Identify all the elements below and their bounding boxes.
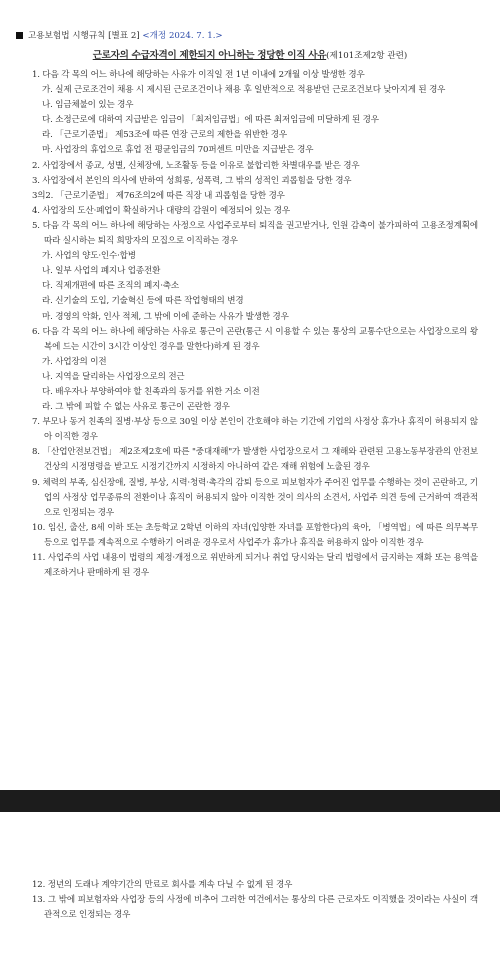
list-subitem: 라. 신기술의 도입, 기술혁신 등에 따른 작업형태의 변경	[42, 296, 244, 307]
list-subitem: 라. 「근로기준법」 제53조에 따른 연장 근로의 제한을 위반한 경우	[42, 130, 288, 141]
list-item: 7. 부모나 동거 친족의 질병·부상 등으로 30일 이상 본인이 간호해야 하는 기간에 기업의 사정상 휴가나 휴직이 허용되지 않아 이직한 경우	[32, 417, 478, 443]
list-item: 12. 정년의 도래나 계약기간의 만료로 회사를 계속 다닐 수 없게 된 경우	[32, 880, 293, 890]
list-item: 9. 체력의 부족, 심신장애, 질병, 부상, 시력·청력·촉각의 감퇴 등으로 피보험자가 주어진 업무를 수행하는 것이 곤란하고, 기업의 사정상 업무종류의 전환이나 휴직이 허용되지 않아 이직한 것이 의사의 소견서, 사업주 의견 등에 근거하여 객관적으로 인정되는 경우	[32, 477, 478, 518]
list-item: 13. 그 밖에 피보험자와 사업장 등의 사정에 비추어 그러한 여건에서는 통상의 다른 근로자도 이직했을 것이라는 사실이 객관적으로 인정되는 경우	[32, 895, 478, 921]
list-subitem: 가. 사업장의 이전	[42, 356, 107, 367]
page-separator	[0, 790, 500, 812]
revision-date: <개정 2024. 7. 1.>	[142, 31, 223, 41]
reason-list-continued	[32, 878, 478, 923]
list-item: 4. 사업장의 도산·폐업이 확실하거나 대량의 감원이 예정되어 있는 경우	[32, 205, 290, 216]
list-item: 11. 사업주의 사업 내용이 법령의 제정·개정으로 위반하게 되거나 취업 당시와는 달리 법령에서 금지하는 재화 또는 용역을 제조하거나 판매하게 된 경우	[32, 553, 478, 579]
list-subitem: 다. 소정근로에 대하여 지급받은 임금이 「최저임금법」에 따른 최저임금에 미달하게 된 경우	[42, 115, 379, 126]
list-subitem: 나. 지역을 달리하는 사업장으로의 전근	[42, 371, 185, 382]
list-subitem: 마. 사업장의 휴업으로 휴업 전 평균임금의 70퍼센트 미만을 지급받은 경우	[42, 145, 314, 156]
law-reference: 고용보험법 시행규칙 [별표 2]	[28, 31, 140, 41]
list-subitem: 다. 배우자나 부양하여야 할 친족과의 동거를 위한 거소 이전	[42, 386, 260, 397]
title-reference: (제101조제2항 관련)	[326, 51, 408, 61]
list-subitem: 다. 직제개편에 따른 조직의 폐지·축소	[42, 281, 179, 292]
title-main: 근로자의 수급자격이 제한되지 아니하는 정당한 이직 사유	[92, 50, 327, 61]
list-item: 8. 「산업안전보건법」 제2조제2호에 따른 "중대재해"가 발생한 사업장으로서 그 재해와 관련된 고용노동부장관의 안전보건상의 시정명령을 받고도 시정기간까지 시정하지 아니하여 같은 재해 위험에 노출된 경우	[32, 447, 478, 473]
document-header	[16, 30, 223, 42]
page-title	[0, 49, 500, 63]
list-subitem: 마. 경영의 악화, 인사 적체, 그 밖에 이에 준하는 사유가 발생한 경우	[42, 311, 289, 322]
list-item: 3. 사업장에서 본인의 의사에 반하여 성희롱, 성폭력, 그 밖의 성적인 괴롭힘을 당한 경우	[32, 175, 352, 186]
list-subitem: 가. 사업의 양도·인수·합병	[42, 251, 136, 262]
list-subitem: 나. 일부 사업의 폐지나 업종전환	[42, 266, 161, 277]
list-subitem: 나. 임금체불이 있는 경우	[42, 100, 134, 111]
list-item: 10. 임신, 출산, 8세 이하 또는 초등학교 2학년 이하의 자녀(입양한 자녀를 포함한다)의 육아, 「병역법」에 따른 의무복무 등으로 업무를 계속적으로 수행하기 어려운 경우로서 사업주가 휴가나 휴직을 허용하지 않아 이직한 경우	[32, 522, 478, 548]
list-subitem: 라. 그 밖에 피할 수 없는 사유로 통근이 곤란한 경우	[42, 402, 230, 413]
document-page-2	[0, 812, 500, 959]
list-item: 2. 사업장에서 종교, 성별, 신체장애, 노조활동 등을 이유로 불합리한 차별대우를 받은 경우	[32, 160, 360, 171]
reason-list	[32, 68, 478, 581]
list-subitem: 가. 실제 근로조건이 채용 시 제시된 근로조건이나 채용 후 일반적으로 적용받던 근로조건보다 낮아지게 된 경우	[42, 85, 446, 96]
square-bullet-icon	[16, 32, 23, 39]
list-item: 5. 다음 각 목의 어느 하나에 해당하는 사정으로 사업주로부터 퇴직을 권고받거나, 인원 감축이 불가피하여 고용조정계획에 따라 실시하는 퇴직 희망자의 모집으로 이직하는 경우	[32, 220, 478, 247]
list-item: 6. 다음 각 목의 어느 하나에 해당하는 사유로 통근이 곤란(통근 시 이용할 수 있는 통상의 교통수단으로는 사업장으로의 왕복에 드는 시간이 3시간 이상인 경우를 말한다)하게 된 경우	[32, 326, 478, 352]
list-item: 1. 다음 각 목의 어느 하나에 해당하는 사유가 이직일 전 1년 이내에 2개월 이상 발생한 경우	[32, 70, 365, 80]
list-item: 3의2. 「근로기준법」 제76조의2에 따른 직장 내 괴롭힘을 당한 경우	[32, 190, 285, 201]
